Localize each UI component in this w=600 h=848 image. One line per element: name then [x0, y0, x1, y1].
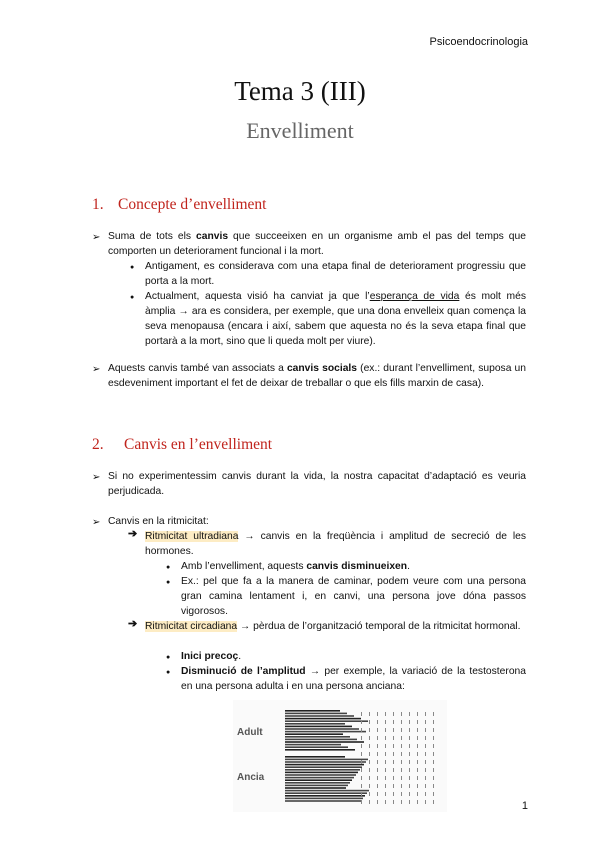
grid-dot [369, 720, 370, 724]
ancia-pulse-strip [285, 782, 350, 784]
grid-dot [433, 752, 434, 756]
dot-bullet-icon: ● [166, 669, 171, 676]
grid-dot [401, 752, 402, 756]
ancia-pulse-strip [285, 787, 346, 789]
dot-bullet-icon: ● [166, 564, 171, 571]
grid-dot [361, 768, 362, 772]
text: Aquests canvis també van associats a [108, 363, 287, 374]
grid-dot [409, 736, 410, 740]
grid-dot [433, 712, 434, 716]
text-highlighted: Ritmicitat ultradiana [145, 531, 239, 542]
ancia-pulse-strip [285, 800, 361, 802]
section-1-title: Concepte d’envelliment [118, 196, 267, 213]
grid-dot [425, 728, 426, 732]
grid-dot [361, 784, 362, 788]
text: és molt més àmplia → ara es considera, per exemple, que una dona envelleix quan comença la seva menopausa (encara i així, sabem que aquesta no és la seva etapa final que portarà a la mort, sino que li queda molt per viure). [145, 291, 526, 347]
grid-dot [417, 760, 418, 764]
grid-dot [401, 760, 402, 764]
text: Suma de tots els [108, 231, 196, 242]
grid-dot [377, 784, 378, 788]
grid-dot [393, 784, 394, 788]
grid-dot [425, 760, 426, 764]
grid-dot [425, 736, 426, 740]
bullet-item [181, 664, 526, 694]
grid-dot [433, 776, 434, 780]
grid-dot [425, 784, 426, 788]
grid-dot [409, 712, 410, 716]
grid-dot [369, 736, 370, 740]
grid-dot [433, 720, 434, 724]
text: . [238, 651, 242, 662]
grid-dot [393, 720, 394, 724]
ancia-pulse-strip [285, 774, 356, 776]
testosterone-rhythm-figure [233, 700, 447, 812]
grid-dot [385, 736, 386, 740]
grid-dot [433, 736, 434, 740]
text-bold: canvis socials [286, 363, 358, 374]
grid-dot [369, 744, 370, 748]
adult-pulse-strip [285, 723, 345, 725]
grid-dot [369, 776, 370, 780]
grid-dot [377, 712, 378, 716]
arrowhead-bullet-icon: ➢ [92, 472, 101, 483]
grid-dot [425, 792, 426, 796]
grid-dot [361, 736, 362, 740]
adult-pulse-strip [285, 739, 357, 741]
grid-dot [385, 720, 386, 724]
adult-pulse-strip [285, 749, 355, 751]
running-header: Psicoendocrinologia [429, 36, 528, 48]
grid-dot [433, 744, 434, 748]
grid-dot [409, 768, 410, 772]
section-2-number: 2. [92, 436, 104, 453]
grid-dot [425, 720, 426, 724]
grid-dot [385, 760, 386, 764]
paragraph [108, 229, 526, 259]
page-title: Tema 3 (III) [234, 76, 366, 106]
adult-pulse-strip [285, 715, 354, 717]
text: . [407, 561, 410, 572]
grid-dot [377, 768, 378, 772]
bullet-item [181, 559, 526, 574]
grid-dot [369, 784, 370, 788]
grid-dot [377, 792, 378, 796]
text-bold: Inici precoç [181, 651, 239, 662]
arrowhead-bullet-icon: ➢ [92, 517, 101, 528]
grid-dot [393, 800, 394, 804]
bullet-item [181, 649, 526, 664]
text-bold: Disminució de l’amplitud [181, 666, 306, 677]
grid-dot [425, 752, 426, 756]
grid-dot [385, 712, 386, 716]
grid-dot [401, 800, 402, 804]
bullet-item [145, 289, 526, 349]
bullet-item: Ex.: pel que fa a la manera de caminar, podem veure com una persona gran camina lentament i, en canvi, una persona jove dóna passos vigorosos. [181, 576, 526, 617]
grid-dot [361, 776, 362, 780]
ancia-pulse-strip [285, 761, 366, 763]
ancia-pulse-strip [285, 769, 360, 771]
grid-dot [401, 712, 402, 716]
grid-dot [425, 768, 426, 772]
text: (ex.: durant l’envelliment, suposa un esdeveniment important el fet de deixar de treballar o que els fills marxin de casa). [108, 363, 526, 389]
grid-dot [361, 744, 362, 748]
grid-dot [361, 800, 362, 804]
ancia-pulse-strip [285, 777, 354, 779]
grid-dot [361, 752, 362, 756]
grid-dot [417, 736, 418, 740]
grid-dot [417, 728, 418, 732]
grid-dot [361, 728, 362, 732]
ancia-pulse-strip [285, 798, 363, 800]
grid-dot [401, 744, 402, 748]
grid-dot [409, 760, 410, 764]
grid-dot [409, 752, 410, 756]
text-highlighted: Ritmicitat circadiana [145, 621, 238, 632]
grid-dot [377, 776, 378, 780]
label-ancia: Ancia [237, 772, 265, 783]
adult-pulse-strip [285, 713, 347, 715]
grid-dot [401, 776, 402, 780]
adult-pulse-strip [285, 731, 366, 733]
text-underlined: esperança de vida [369, 291, 460, 302]
ancia-pulse-strip [285, 766, 362, 768]
grid-dot [361, 720, 362, 724]
ancia-pulse-strip [285, 792, 367, 794]
grid-dot [361, 792, 362, 796]
grid-dot [369, 752, 370, 756]
ancia-pulse-strip [285, 772, 358, 774]
grid-dot [417, 712, 418, 716]
grid-dot [369, 728, 370, 732]
grid-dot [417, 720, 418, 724]
grid-dot [417, 800, 418, 804]
grid-dot [401, 728, 402, 732]
grid-dot [377, 760, 378, 764]
grid-dot [385, 784, 386, 788]
adult-pulse-strip [285, 728, 359, 730]
grid-dot [433, 800, 434, 804]
grid-dot [401, 720, 402, 724]
grid-dot [377, 720, 378, 724]
section-1-number: 1. [92, 196, 104, 213]
grid-dot [385, 728, 386, 732]
arrow-bullet-icon: ➔ [128, 528, 138, 540]
grid-dot [417, 768, 418, 772]
grid-dot [385, 744, 386, 748]
grid-dot [385, 792, 386, 796]
grid-dot [377, 736, 378, 740]
grid-dot [385, 800, 386, 804]
adult-pulse-strip [285, 726, 352, 728]
grid-dot [425, 776, 426, 780]
grid-dot [401, 792, 402, 796]
ancia-pulse-strip [285, 779, 352, 781]
text: Actualment, aquesta visió ha canviat ja que l’ [145, 291, 370, 302]
text-bold: canvis disminueixen [306, 561, 408, 572]
grid-dot [409, 728, 410, 732]
grid-dot [377, 800, 378, 804]
grid-dot [369, 800, 370, 804]
grid-dot [393, 736, 394, 740]
text-bold: canvis [195, 231, 229, 242]
dot-bullet-icon: ● [130, 294, 135, 301]
adult-pulse-strip [285, 736, 350, 738]
arrow-item [145, 529, 526, 559]
grid-dot [369, 760, 370, 764]
grid-dot [409, 784, 410, 788]
bullet-item: Antigament, es considerava com una etapa final de deteriorament progressiu que porta a la mort. [145, 261, 526, 287]
dot-bullet-icon: ● [130, 264, 135, 271]
grid-dot [409, 744, 410, 748]
grid-dot [361, 760, 362, 764]
grid-dot [377, 728, 378, 732]
ancia-pulse-strip [285, 790, 369, 792]
grid-dot [369, 712, 370, 716]
grid-dot [433, 792, 434, 796]
adult-pulse-strip [285, 741, 364, 743]
grid-dot [425, 712, 426, 716]
adult-pulse-strip [285, 720, 368, 722]
grid-dot [401, 768, 402, 772]
section-2-title: Canvis en l’envelliment [124, 436, 273, 453]
grid-dot [433, 760, 434, 764]
dot-bullet-icon: ● [166, 579, 171, 586]
paragraph: Si no experimentessim canvis durant la vida, la nostra capacitat d’adaptació es veuria perjudicada. [108, 471, 526, 497]
arrowhead-bullet-icon: ➢ [92, 232, 101, 243]
grid-dot [393, 768, 394, 772]
grid-dot [417, 752, 418, 756]
grid-dot [393, 792, 394, 796]
grid-dot [433, 728, 434, 732]
grid-dot [369, 768, 370, 772]
grid-dot [425, 744, 426, 748]
grid-dot [401, 784, 402, 788]
page-number: 1 [521, 800, 528, 812]
grid-dot [361, 712, 362, 716]
grid-dot [409, 800, 410, 804]
grid-dot [377, 744, 378, 748]
grid-dot [417, 784, 418, 788]
arrowhead-bullet-icon: ➢ [92, 364, 101, 375]
arrow-item [145, 619, 526, 634]
adult-pulse-strip [285, 718, 361, 720]
arrow-bullet-icon: ➔ [128, 618, 138, 630]
page-subtitle: Envelliment [246, 118, 354, 143]
grid-dot [385, 776, 386, 780]
grid-dot [393, 728, 394, 732]
adult-pulse-strip [285, 746, 348, 748]
text: que succeeixen en un organisme amb el pas del temps que comporten un deteriorament funcional i la mort. [108, 231, 526, 257]
text: → per exemple, la variació de la testosterona en una persona adulta i en una persona anciana: [181, 666, 526, 692]
grid-dot [377, 752, 378, 756]
ancia-pulse-strip [285, 764, 364, 766]
text: → canvis en la freqüència i amplitud de secreció de les hormones. [145, 531, 527, 557]
grid-dot [417, 744, 418, 748]
grid-dot [385, 768, 386, 772]
grid-dot [393, 744, 394, 748]
ancia-pulse-strip [285, 759, 368, 761]
grid-dot [393, 712, 394, 716]
grid-dot [433, 768, 434, 772]
adult-pulse-strip [285, 733, 343, 735]
grid-dot [409, 776, 410, 780]
grid-dot [369, 792, 370, 796]
adult-pulse-strip [285, 710, 340, 712]
paragraph: Canvis en la ritmicitat: [108, 516, 209, 527]
grid-dot [409, 792, 410, 796]
grid-dot [393, 752, 394, 756]
ancia-pulse-strip [285, 795, 365, 797]
text: → pèrdua de l’organització temporal de la ritmicitat hormonal. [237, 621, 521, 632]
section-2-heading [92, 436, 272, 454]
adult-pulse-strip [285, 744, 341, 746]
grid-dot [417, 776, 418, 780]
figure-graphic [233, 700, 447, 812]
grid-dot [417, 792, 418, 796]
section-1-heading [92, 196, 267, 214]
text: Amb l’envelliment, aquests [181, 561, 307, 572]
dot-bullet-icon: ● [166, 654, 171, 661]
grid-dot [425, 800, 426, 804]
grid-dot [401, 736, 402, 740]
grid-dot [393, 760, 394, 764]
grid-dot [409, 720, 410, 724]
ancia-pulse-strip [285, 756, 345, 758]
grid-dot [385, 752, 386, 756]
grid-dot [393, 776, 394, 780]
paragraph [108, 361, 526, 391]
label-adult: Adult [237, 727, 263, 738]
ancia-pulse-strip [285, 785, 348, 787]
grid-dot [433, 784, 434, 788]
